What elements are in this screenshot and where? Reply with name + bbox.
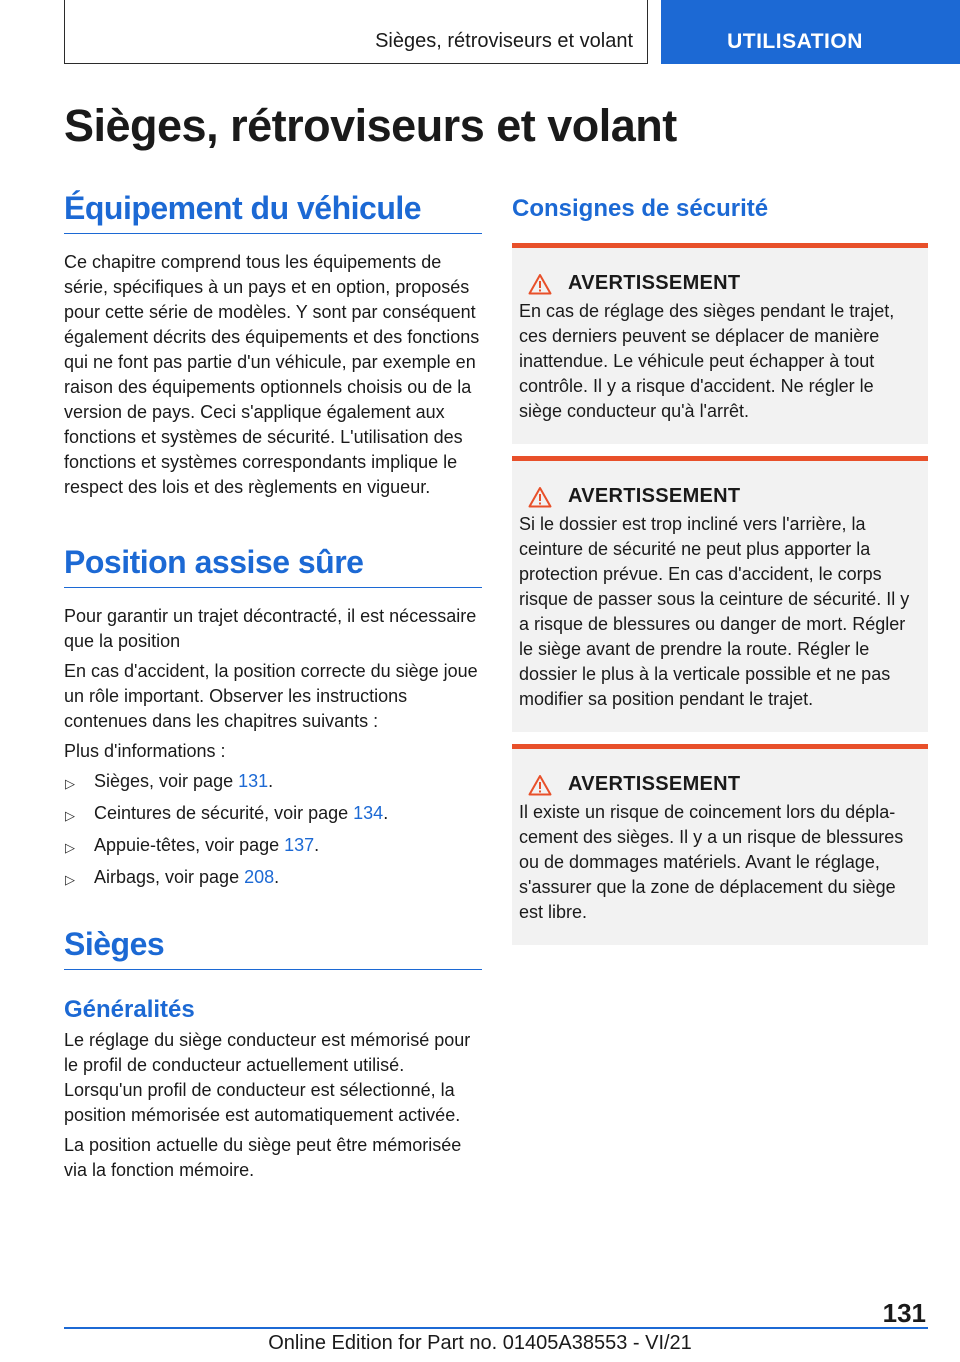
warning-box [512,456,928,732]
heading-safety: Consignes de sécurité [512,195,769,222]
list-item: ▷ Ceintures de sécurité, voir page 134. [64,801,482,826]
seats-text-1: Le réglage du siège conducteur est mémorisé pour le profil de conducteur actuellement utilisé. Lorsqu'un profil de conducteur est sélectionné, la position mémorisée est automatiquement activée. [64,1030,471,1125]
triangle-bullet-icon: ▷ [65,808,75,823]
page-link[interactable]: 131 [238,771,269,791]
equipment-text: Ce chapitre comprend tous les équipements de série, spécifiques à un pays et en option, proposés pour cette série de modèles. Y sont par conséquent également décrits des équipements et des fonctions qui ne font pas partie d'un véhicule, par exemple en raison des équipements optionnels choisis ou de la version de pays. Ceci s'applique également aux fonctions et systèmes de sécurité. L'utilisation des fonctions et systèmes correspondants implique le respect des lois et des règlements en vigueur. [64,252,480,497]
position-text-1: Pour garantir un trajet décontracté, il est nécessaire que la position [64,606,477,651]
warning-title: AVERTISSEMENT [568,272,741,294]
left-column [64,190,482,1183]
position-text-2: En cas d'accident, la position correcte du siège joue un rôle important. Observer les instructions contenues dans les chapitres suivants : [64,661,478,731]
reference-list [64,769,482,890]
warning-triangle-icon [528,486,552,508]
page-number: 131 [882,1298,926,1328]
warning-box [512,243,928,444]
triangle-bullet-icon: ▷ [65,872,75,887]
right-column [512,190,928,957]
page-title: Sièges, rétroviseurs et volant [64,100,677,151]
warning-title: AVERTISSEMENT [568,773,741,795]
list-item: ▷ Airbags, voir page 208. [64,865,482,890]
header-chapter-box [64,0,648,64]
heading-seats: Sièges [64,926,482,970]
header-section-label: UTILISATION [727,30,863,53]
warning-text: En cas de réglage des sièges pendant le trajet, ces derniers peuvent se déplacer de manière inattendue. Le véhicule peut échapper à tout contrôle. Il y a risque d'accident. Ne régler le siège conducteur qu'à l'arrêt. [519,301,895,421]
triangle-bullet-icon: ▷ [65,840,75,855]
warning-triangle-icon [528,774,552,796]
header-chapter-title: Sièges, rétroviseurs et volant [375,30,633,52]
seats-text-2: La position actuelle du siège peut être mémorisée via la fonction mémoire. [64,1135,462,1180]
heading-position: Position assise sûre [64,544,482,588]
footer-divider [64,1327,928,1329]
footer-edition: Online Edition for Part no. 01405A38553 - VI/21 [268,1332,692,1354]
warning-box [512,744,928,945]
list-item: ▷ Sièges, voir page 131. [64,769,482,794]
warning-title: AVERTISSEMENT [568,485,741,507]
triangle-bullet-icon: ▷ [65,776,75,791]
warning-text: Si le dossier est trop incliné vers l'arrière, la ceinture de sécurité ne peut plus apporter la protection prévue. En cas d'accident, le corps risque de passer sous la ceinture de sécurité. Il y a risque de blessures ou danger de mort. Régler le siège avant de prendre la route. Régler le dossier le plus à la verticale possible et ne pas modifier sa position pendant le trajet. [519,514,910,709]
header-section-tab [661,0,960,64]
page-link[interactable]: 208 [244,867,275,887]
heading-equipment: Équipement du véhicule [64,190,482,234]
warning-text: Il existe un risque de coincement lors du déplacement des sièges. Il y a un risque de blessures ou de dommages matériels. Avant le réglage, s'assurer que la zone de déplacement du siège est libre. [519,802,904,922]
subheading-general: Généralités [64,996,195,1023]
position-more-info: Plus d'informations : [64,741,226,761]
page-link[interactable]: 134 [353,803,384,823]
warning-triangle-icon [528,273,552,295]
list-item: ▷ Appuie-têtes, voir page 137. [64,833,482,858]
page-link[interactable]: 137 [284,835,315,855]
